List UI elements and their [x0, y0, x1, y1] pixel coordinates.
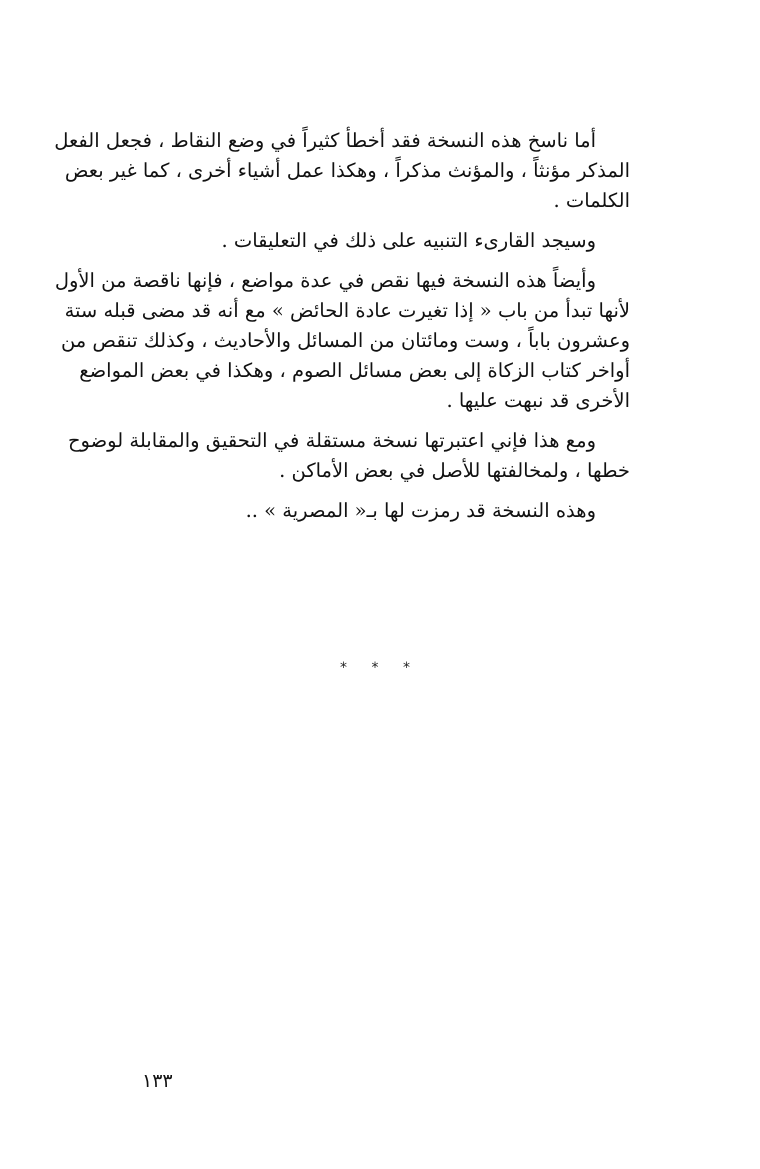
text-line: الأخرى قد نبهت عليها .	[446, 389, 630, 412]
paragraph-symbol	[128, 496, 630, 526]
text-line: لأنها تبدأ من باب « إذا تغيرت عادة الحائض » مع أنه قد مضى قبله ستة	[64, 299, 630, 322]
text-line: الكلمات .	[553, 189, 630, 212]
page-number: ١٣٣	[142, 1070, 173, 1092]
text-line: وعشرون باباً ، وست ومائتان من المسائل والأحاديث ، وكذلك تنقص من	[60, 329, 630, 352]
paragraph-missing-parts	[54, 266, 630, 416]
paragraph-copyist-errors	[54, 126, 630, 216]
text-line: وهذه النسخة قد رمزت لها بـ« المصرية » ..	[245, 499, 596, 522]
text-line: ومع هذا فإني اعتبرتها نسخة مستقلة في التحقيق والمقابلة لوضوح	[67, 429, 596, 452]
section-separator: * * *	[340, 660, 420, 676]
text-line: خطها ، ولمخالفتها للأصل في بعض الأماكن .	[279, 459, 630, 482]
text-line: وأيضاً هذه النسخة فيها نقص في عدة مواضع ، فإنها ناقصة من الأول	[54, 269, 596, 292]
text-line: المذكر مؤنثاً ، والمؤنث مذكراً ، وهكذا عمل أشياء أخرى ، كما غير بعض	[64, 159, 630, 182]
text-line: أما ناسخ هذه النسخة فقد أخطأ كثيراً في وضع النقاط ، فجعل الفعل	[54, 129, 596, 152]
text-line: وسيجد القارىء التنبيه على ذلك في التعليقات .	[221, 229, 596, 252]
paragraph-independent-copy	[67, 426, 630, 486]
text-line: أواخر كتاب الزكاة إلى بعض مسائل الصوم ، وهكذا في بعض المواضع	[79, 359, 630, 382]
paragraph-reader-notes	[128, 226, 630, 256]
body-text	[54, 126, 630, 536]
